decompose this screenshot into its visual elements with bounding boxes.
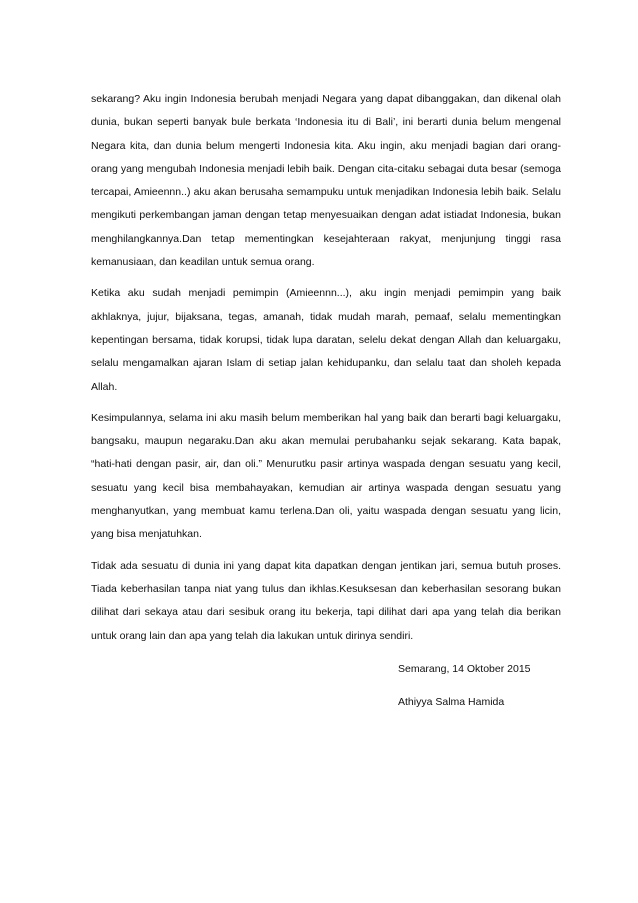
paragraph-1: sekarang? Aku ingin Indonesia berubah menjadi Negara yang dapat dibanggakan, dan dikenal olah dunia, bukan seperti banyak bule berkata ‘Indonesia itu di Bali’, ini berarti dunia belum mengenal Negara kita, dan dunia belum mengerti Indonesia kita. Aku ingin, aku menjadi bagian dari orang-orang yang mengubah Indonesia menjadi lebih baik. Dengan cita-citaku sebagai duta besar (semoga tercapai, Amieennn..) aku akan berusaha semampuku untuk menjadikan Indonesia lebih baik. Selalu mengikuti perkembangan jaman dengan tetap menyesuaikan dengan adat istiadat Indonesia, bukan menghilangkannya.Dan tetap mementingkan kesejahteraan rakyat, menjunjung tinggi rasa kemanusiaan, dan keadilan untuk semua orang. — [91, 93, 561, 269]
signature-name: Athiyya Salma Hamida — [398, 696, 505, 709]
paragraph-4: Tidak ada sesuatu di dunia ini yang dapat kita dapatkan dengan jentikan jari, semua butuh proses. Tiada keberhasilan tanpa niat yang tulus dan ikhlas.Kesuksesan dan keberhasilan sesorang bukan dilihat dari sekaya atau dari sesibuk orang itu bekerja, tapi dilihat dari apa yang telah dia berikan untuk orang lain dan apa yang telah dia lakukan untuk dirinya sendiri. — [91, 559, 561, 642]
paragraph-2: Ketika aku sudah menjadi pemimpin (Amieennn...), aku ingin menjadi pemimpin yang baik akhlaknya, jujur, bijaksana, tegas, amanah, tidak mudah marah, pemaaf, selalu mementingkan kepentingan bersama, tidak korupsi, tidak lupa daratan, selelu dekat dengan Allah dan keluargaku, selalu mengamalkan ajaran Islam di setiap jalan kehidupanku, dan selalu taat dan sholeh kepada Allah. — [91, 287, 561, 393]
document-body — [91, 88, 561, 714]
paragraph-3: Kesimpulannya, selama ini aku masih belum memberikan hal yang baik dan berarti bagi keluargaku, bangsaku, maupun negaraku.Dan aku akan memulai perubahanku sejak sekarang. Kata bapak, “hati-hati dengan pasir, air, dan oli.” Menurutku pasir artinya waspada dengan sesuatu yang kecil, sesuatu yang kecil bisa membahayakan, kemudian air artinya waspada dengan sesuatu yang menghanyutkan, yang membuat kamu terlena.Dan oli, yaitu waspada dengan sesuatu yang licin, yang bisa menjatuhkan. — [91, 411, 561, 541]
signature-place-date: Semarang, 14 Oktober 2015 — [398, 662, 531, 675]
